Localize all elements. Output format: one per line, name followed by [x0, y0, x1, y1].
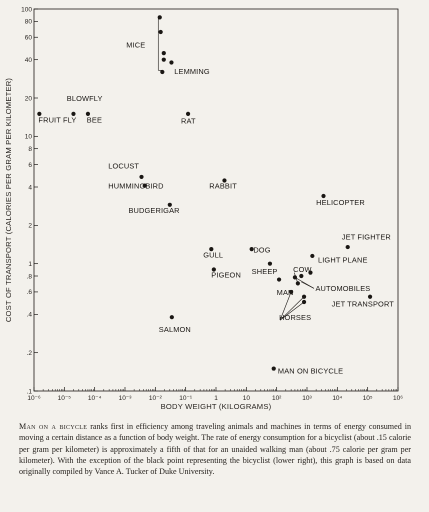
point-label: BLOWFLY [66, 93, 103, 103]
point-label: MAN ON BICYCLE [277, 366, 344, 376]
figure-caption [19, 421, 411, 477]
y-tick-label: 80 [24, 18, 32, 26]
point-label: BUDGERIGAR [128, 205, 180, 215]
point-label: RABBIT [209, 181, 237, 191]
data-point [293, 275, 297, 279]
data-point [170, 315, 174, 319]
data-point [162, 58, 166, 62]
x-tick-label: 1 [214, 395, 218, 402]
y-tick-label: .4 [26, 311, 32, 319]
caption-text: ranks first in efficiency among traveling animals and machines in terms of energy consumed in moving a certain distance as a function of body weight. The rate of energy consumption for a bicyclist (about .15 calorie per gram per kilometer) is approximately a fifth of that for an unaided walking man (about .75 calorie per gram per kilometer). With the exception of the black point representing the bicyclist (lower right), this graph is based on data originally compiled by Vance A. Tucker of Duke University. [19, 422, 411, 477]
data-point [159, 30, 163, 34]
data-point [268, 262, 272, 266]
point-label: MICE [126, 40, 146, 50]
y-tick-label: .8 [26, 273, 32, 281]
point-label: FRUIT FLY [38, 115, 77, 125]
x-tick-label: 10⁻⁶ [27, 395, 41, 402]
x-tick-label: 10³ [302, 395, 312, 402]
data-point [169, 60, 173, 64]
data-point [299, 274, 303, 278]
point-labels [38, 40, 394, 375]
data-point [310, 254, 314, 258]
point-label: HORSES [279, 313, 312, 323]
point-label: BEE [86, 115, 103, 125]
point-label: RAT [180, 116, 196, 126]
point-label: COW [293, 265, 312, 275]
y-tick-label: 4 [28, 184, 32, 192]
data-point [302, 300, 306, 304]
x-tick-label: 10⁶ [393, 395, 403, 402]
y-tick-label: 100 [21, 6, 32, 14]
y-tick-label: 6 [28, 161, 32, 169]
point-label: MAN [276, 287, 294, 297]
point-label: LOCUST [108, 161, 140, 171]
point-label: JET TRANSPORT [331, 299, 394, 309]
y-tick-label: 60 [24, 34, 32, 42]
x-tick-label: 10⁻⁵ [57, 395, 72, 402]
y-tick-label: .2 [26, 349, 32, 357]
caption-lead: Man on a bicycle [19, 422, 88, 431]
x-tick-label: 10 [242, 395, 250, 402]
point-label: PIGEON [211, 270, 241, 280]
y-tick-label: 40 [24, 56, 32, 64]
point-label: AUTOMOBILES [315, 284, 371, 294]
y-tick-label: 20 [24, 95, 32, 103]
y-axis-label: COST OF TRANSPORT (CALORIES PER GRAM PER KILOMETER) [4, 77, 13, 323]
y-tick-label: .1 [26, 388, 32, 396]
point-label: SALMON [158, 325, 191, 335]
point-label: SHEEP [251, 266, 278, 276]
point-label: LEMMING [174, 66, 210, 76]
point-label: HUMMINGBIRD [108, 181, 164, 191]
x-tick-label: 10⁻⁴ [87, 395, 102, 402]
y-tick-label: 2 [28, 222, 32, 230]
point-label: GULL [203, 250, 224, 260]
x-tick-label: 10⁴ [332, 395, 343, 402]
connector-line [301, 282, 314, 289]
point-label: LIGHT PLANE [317, 255, 368, 265]
data-point [302, 295, 306, 299]
data-point [139, 175, 143, 179]
data-point [158, 15, 162, 19]
y-tick-label: 1 [28, 260, 32, 268]
data-point [368, 295, 372, 299]
data-point [277, 277, 281, 281]
x-tick-label: 10⁻¹ [179, 395, 193, 402]
data-point [272, 366, 276, 370]
y-tick-label: .6 [26, 289, 32, 297]
data-point [162, 51, 166, 55]
x-tick-label: 10⁻³ [118, 395, 132, 402]
x-axis-label: BODY WEIGHT (KILOGRAMS) [160, 402, 272, 411]
x-tick-label: 10⁻² [148, 395, 162, 402]
point-label: HELICOPTER [316, 197, 365, 207]
x-tick-label: 10² [271, 395, 282, 402]
data-point [346, 245, 350, 249]
y-tick-label: 8 [28, 145, 32, 153]
y-tick-label: 10 [24, 133, 32, 141]
data-point [160, 70, 164, 74]
point-label: DOG [253, 245, 271, 255]
data-point [296, 281, 300, 285]
x-tick-label: 10⁵ [362, 395, 373, 402]
data-point [186, 112, 190, 116]
point-label: JET FIGHTER [341, 232, 391, 242]
